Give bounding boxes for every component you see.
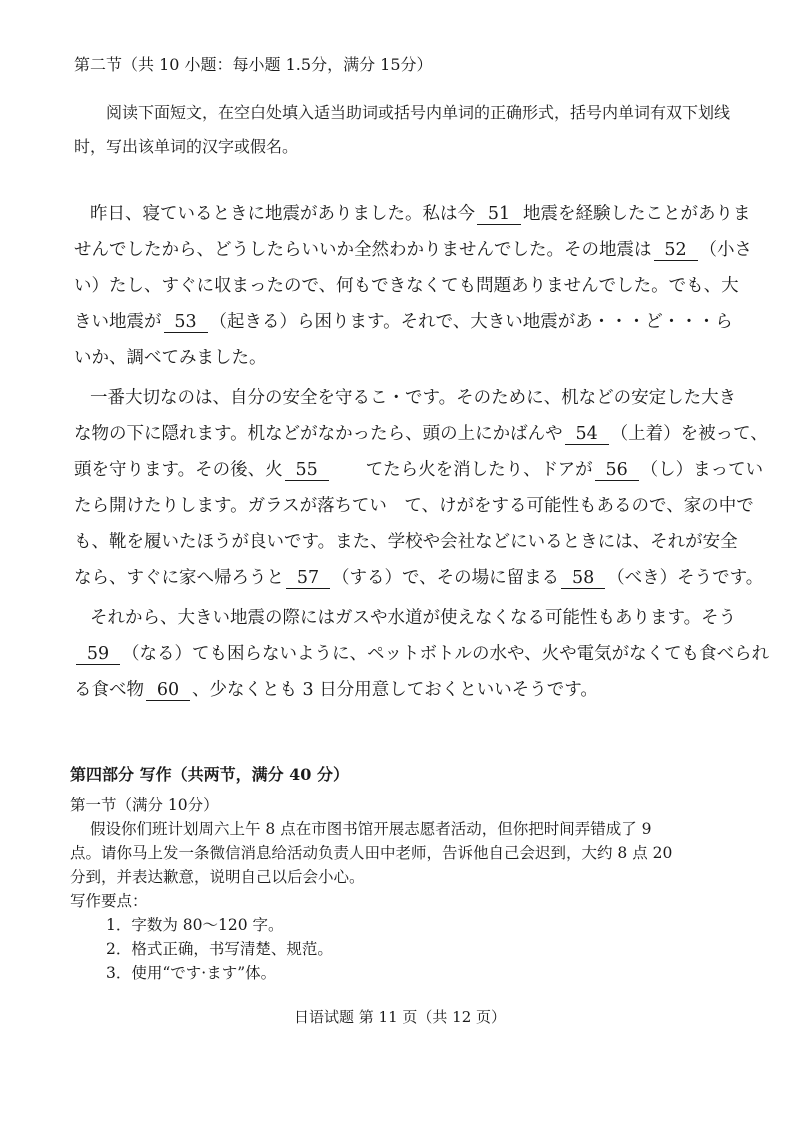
prompt-line: 假设你们班计划周六上午 8 点在市图书馆开展志愿者活动，但你把时间弄错成了 9 xyxy=(90,820,652,838)
passage-text: （べき）そうです。 xyxy=(607,568,764,588)
passage-line xyxy=(74,494,754,518)
passage-text: （小さ xyxy=(699,240,752,260)
section-heading: 第二节（共 10 小题：每小题 1.5分，满分 15分） xyxy=(74,55,433,74)
answer-blank[interactable]: 57 xyxy=(286,568,330,589)
passage-text: 一番大切なのは、自分の安全を守るこ・です。そのために、机などの安定した大き xyxy=(90,388,737,408)
passage-text: いか、調べてみました。 xyxy=(74,348,267,368)
passage-text: 頭を守ります。その後、火 xyxy=(74,460,283,480)
prompt-line: 点。请你马上发一条微信消息给活动负责人田中老师，告诉他自己会迟到，大约 8 点 20 xyxy=(70,844,673,862)
answer-blank[interactable]: 55 xyxy=(285,460,329,481)
passage-text: たら開けたりします。ガラスが落ちてい て、けがをする可能性もあるので、家の中で xyxy=(74,496,754,516)
passage-text: い）たし、すぐに収まったので、何もできなくても問題ありませんでした。でも、大 xyxy=(74,276,739,296)
answer-blank[interactable]: 60 xyxy=(146,680,190,701)
passage-line xyxy=(90,386,740,410)
prompt-line: 分到，并表达歉意，说明自己以后会小心。 xyxy=(70,868,365,886)
passage-text: 地震を経験したことがありま xyxy=(523,204,751,224)
passage-text: （上着）を被って、 xyxy=(610,424,768,444)
passage-text: な物の下に隠れます。机などがなかったら、頭の上にかばんや xyxy=(74,424,563,444)
passage-text: （し）まってい xyxy=(640,460,764,480)
answer-blank[interactable]: 59 xyxy=(76,644,120,665)
part-heading: 第四部分 写作（共两节，满分 40 分） xyxy=(70,765,349,784)
sub-heading: 第一节（满分 10分） xyxy=(70,796,219,814)
passage-line xyxy=(74,566,764,590)
passage-text: （する）で、その場に留まる xyxy=(332,568,560,588)
passage-line xyxy=(74,642,770,666)
requirement-item: 2．格式正确，书写清楚、规范。 xyxy=(106,940,333,958)
passage-line xyxy=(74,310,733,334)
passage-line xyxy=(74,530,738,554)
passage-text: （起きる）ら困ります。それで、大きい地震があ・・・ど・・・ら xyxy=(209,312,733,332)
passage-line xyxy=(74,346,724,370)
requirement-item: 1．字数为 80～120 字。 xyxy=(106,916,284,934)
passage-line xyxy=(90,202,751,226)
page-footer: 日语试题 第 11 页（共 12 页） xyxy=(293,1008,506,1026)
section-instruction: 阅读下面短文，在空白处填入适当助词或括号内单词的正确形式，括号内单词有双下划线时，写出该单词的汉字或假名。 xyxy=(74,103,731,156)
answer-blank[interactable]: 52 xyxy=(654,240,698,261)
passage-text: 昨日、寝ているときに地震がありました。私は今 xyxy=(90,204,475,224)
requirement-item: 3．使用“です·ます”体。 xyxy=(106,964,277,982)
passage-text: なら、すぐに家へ帰ろうと xyxy=(74,568,284,588)
requirements-title: 写作要点： xyxy=(70,892,148,910)
passage-text: も、靴を履いたほうが良いです。また、学校や会社などにいるときには、それが安全 xyxy=(74,532,738,552)
passage-text: きい地震が xyxy=(74,312,162,332)
answer-blank[interactable]: 51 xyxy=(477,204,521,225)
passage-text: それから、大きい地震の際にはガスや水道が使えなくなる可能性もあります。そう xyxy=(90,608,737,628)
passage-text: せんでしたから、どうしたらいいか全然わかりませんでした。その地震は xyxy=(74,240,652,260)
passage-text: （なる）ても困らないように、ペットボトルの水や、火や電気がなくても食べられ xyxy=(122,644,770,664)
passage-text: てたら火を消したり、ドアが xyxy=(330,460,593,480)
answer-blank[interactable]: 58 xyxy=(561,568,605,589)
passage-line xyxy=(74,274,739,298)
passage-line xyxy=(74,458,764,482)
answer-blank[interactable]: 56 xyxy=(595,460,639,481)
passage-text: る食べ物 xyxy=(74,680,144,700)
passage-line xyxy=(90,606,740,630)
passage-line xyxy=(74,422,768,446)
passage-text: 、少なくとも 3 日分用意しておくといいそうです。 xyxy=(192,680,598,700)
answer-blank[interactable]: 54 xyxy=(565,424,609,445)
answer-blank[interactable]: 53 xyxy=(164,312,208,333)
passage-line xyxy=(74,238,752,262)
passage-line xyxy=(74,678,724,702)
